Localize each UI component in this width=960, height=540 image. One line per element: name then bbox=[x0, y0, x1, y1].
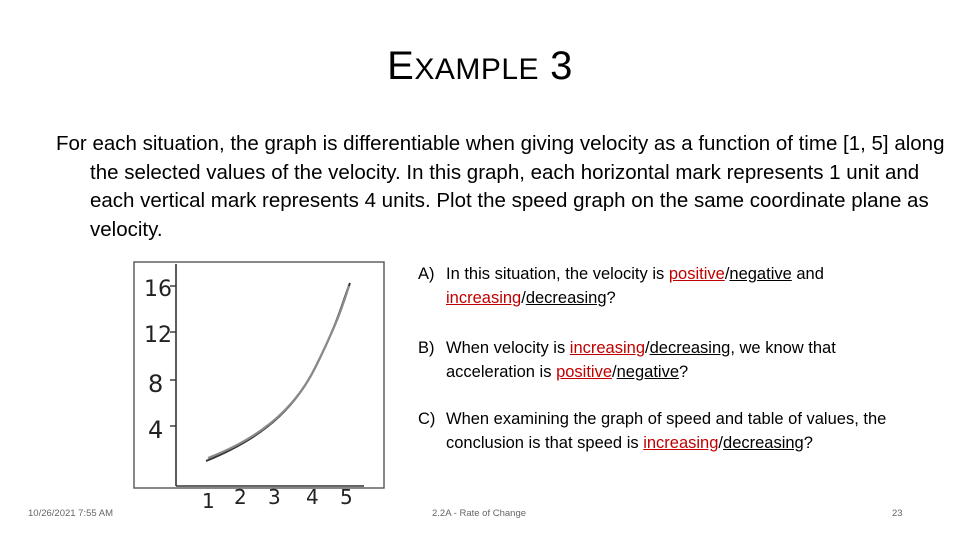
question-a-text bbox=[446, 262, 888, 310]
velocity-curve bbox=[206, 283, 350, 461]
option-decreasing: decreasing bbox=[723, 434, 804, 452]
y-tick-label: 4 bbox=[148, 416, 164, 444]
slash: / bbox=[521, 289, 526, 307]
y-tick-label: 12 bbox=[144, 323, 172, 348]
question-c-text-1: When examining the graph of speed and table of values, the conclusion is that speed is bbox=[446, 410, 887, 452]
question-b-text-1: When velocity is bbox=[446, 339, 570, 357]
slide-title bbox=[0, 44, 960, 89]
slash: / bbox=[645, 339, 650, 357]
footer-page-number: 23 bbox=[892, 508, 903, 519]
question-mark: ? bbox=[606, 289, 616, 307]
y-tick-label: 16 bbox=[144, 277, 172, 302]
answer-increasing-selected: increasing bbox=[446, 289, 522, 307]
question-c-text bbox=[446, 407, 888, 455]
answer-positive-selected: positive bbox=[556, 363, 613, 381]
x-tick-label: 2 bbox=[234, 485, 247, 509]
question-c bbox=[418, 407, 888, 455]
question-b bbox=[418, 336, 888, 384]
question-mark: ? bbox=[679, 363, 689, 381]
question-c-label: C) bbox=[418, 410, 436, 428]
option-decreasing: decreasing bbox=[525, 289, 607, 307]
footer-date: 10/26/2021 7:55 AM bbox=[28, 508, 114, 519]
x-tick-label: 3 bbox=[268, 485, 281, 509]
title-number: 3 bbox=[550, 44, 573, 88]
question-a-text-1: In this situation, the velocity is bbox=[446, 265, 669, 283]
body-paragraph: For each situation, the graph is differentiable when giving velocity as a function of time [1, 5] along the selected values of the velocity. In this graph, each horizontal mark represents 1 unit and each vertical mark represents 4 units. Plot the speed graph on the same coordinate plane as velocity. bbox=[56, 132, 945, 241]
graph-svg bbox=[130, 258, 386, 513]
answer-increasing-selected: increasing bbox=[643, 434, 719, 452]
speed-curve bbox=[208, 286, 349, 458]
slash: / bbox=[724, 265, 730, 283]
slash: / bbox=[612, 363, 617, 381]
footer-title: 2.2A - Rate of Change bbox=[432, 508, 527, 519]
x-tick-label: 5 bbox=[340, 485, 353, 509]
question-b-text bbox=[446, 336, 888, 384]
slash: / bbox=[718, 434, 724, 452]
question-a bbox=[418, 262, 888, 310]
title-rest: XAMPLE bbox=[414, 53, 540, 86]
x-tick-label: 1 bbox=[202, 489, 215, 513]
option-decreasing: decreasing bbox=[649, 339, 731, 357]
question-b-text-2: , we know that acceleration is bbox=[446, 339, 836, 381]
question-mark: ? bbox=[803, 434, 813, 452]
y-tick-label: 8 bbox=[148, 370, 164, 398]
x-tick-label: 4 bbox=[306, 485, 319, 509]
answer-increasing-selected: increasing bbox=[569, 339, 646, 357]
question-a-label: A) bbox=[418, 265, 435, 283]
title-first-letter: E bbox=[387, 44, 415, 88]
velocity-graph bbox=[130, 258, 386, 513]
option-negative: negative bbox=[616, 363, 679, 381]
question-b-label: B) bbox=[418, 339, 435, 357]
option-negative: negative bbox=[729, 265, 792, 283]
question-a-text-2: and bbox=[791, 265, 824, 283]
answer-positive-selected: positive bbox=[668, 265, 725, 283]
